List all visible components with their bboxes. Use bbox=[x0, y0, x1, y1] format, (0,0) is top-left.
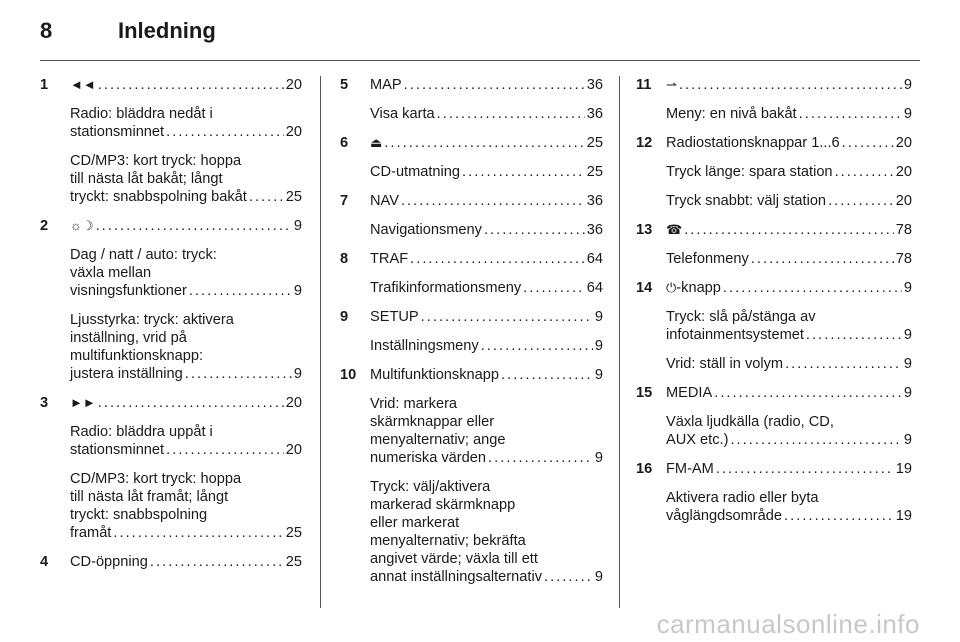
toc-entry-9: 9 SETUP . . . 9 Inställningsmeny . . . 9 bbox=[340, 308, 603, 355]
toc-entry-10: 10 Multifunktionsknapp . . . 9 Vrid: markera skärmknappar eller menyalternativ; ange numeriska värden . . . 9 Tryck: välj/aktivera markerad skärmknapp eller markerat menyalternativ; bekräfta angivet värde; växla till ett annat inställningsalternativ . . . 9 bbox=[340, 366, 603, 586]
power-icon: ⏻ bbox=[666, 280, 677, 295]
rewind-icon: ◄◄ bbox=[70, 77, 96, 92]
toc-entry-3: 3 ►► . . . 20 Radio: bläddra uppåt i stationsminnet . . . 20 CD/MP3: kort tryck: hoppa till nästa låt framåt; långt tryckt: snabbspolning framåt . . . 25 bbox=[40, 394, 302, 542]
column-divider-2 bbox=[619, 76, 620, 608]
toc-entry-6: 6 ⏏ . . . 25 CD-utmatning . . . 25 bbox=[340, 134, 603, 181]
fast-forward-icon: ►► bbox=[70, 395, 96, 410]
toc-entry-15: 15 MEDIA . . . 9 Växla ljudkälla (radio, CD, AUX etc.) . . . 9 bbox=[636, 384, 912, 449]
toc-column-3 bbox=[636, 76, 912, 525]
watermark-text: carmanualsonline.info bbox=[656, 609, 920, 639]
page-header bbox=[40, 18, 216, 48]
toc-entry-8: 8 TRAF . . . 64 Trafikinformationsmeny . . . 64 bbox=[340, 250, 603, 297]
page-number: 8 bbox=[40, 18, 53, 43]
toc-entry-12: 12 Radiostationsknappar 1...6 . . . 20 Tryck länge: spara station . . . 20 Tryck snabbt: välj station . . . 20 bbox=[636, 134, 912, 210]
toc-entry-5: 5 MAP . . . 36 Visa karta . . . 36 bbox=[340, 76, 603, 123]
toc-entry-4: 4 CD-öppning . . . 25 bbox=[40, 553, 302, 571]
page-title: Inledning bbox=[118, 18, 216, 43]
column-divider-1 bbox=[320, 76, 321, 608]
toc-entry-14: 14 ⏻ -knapp . . . 9 Tryck: slå på/stänga av infotainmentsystemet . . . 9 Vrid: ställ in volym . . . 9 bbox=[636, 279, 912, 373]
eject-icon: ⏏ bbox=[370, 135, 383, 150]
toc-entry-1: 1 ◄◄ . . . 20 Radio: bläddra nedåt i stationsminnet . . . 20 CD/MP3: kort tryck: hoppa till nästa låt bakåt; långt tryckt: snabbspolning bakåt . . . 25 bbox=[40, 76, 302, 206]
toc-entry-2: 2 ☼☽ . . . 9 Dag / natt / auto: tryck: växla mellan visningsfunktioner . . . 9 Ljusstyrka: tryck: aktivera inställning, vrid på multifunktionsknapp: justera inställning . . . 9 bbox=[40, 217, 302, 383]
toc-entry-16: 16 FM-AM . . . 19 Aktivera radio eller byta våglängdsområde . . . 19 bbox=[636, 460, 912, 525]
toc-entry-11: 11 ⇀ . . . 9 Meny: en nivå bakåt . . . 9 bbox=[636, 76, 912, 123]
toc-entry-13: 13 ☎ . . . 78 Telefonmeny . . . 78 bbox=[636, 221, 912, 268]
phone-icon: ☎ bbox=[666, 222, 683, 237]
back-icon: ⇀ bbox=[666, 77, 677, 92]
toc-column-1 bbox=[40, 76, 302, 571]
toc-column-2 bbox=[340, 76, 603, 586]
toc-entry-7: 7 NAV . . . 36 Navigationsmeny . . . 36 bbox=[340, 192, 603, 239]
day-night-icon: ☼☽ bbox=[70, 218, 94, 233]
header-rule bbox=[40, 60, 920, 61]
